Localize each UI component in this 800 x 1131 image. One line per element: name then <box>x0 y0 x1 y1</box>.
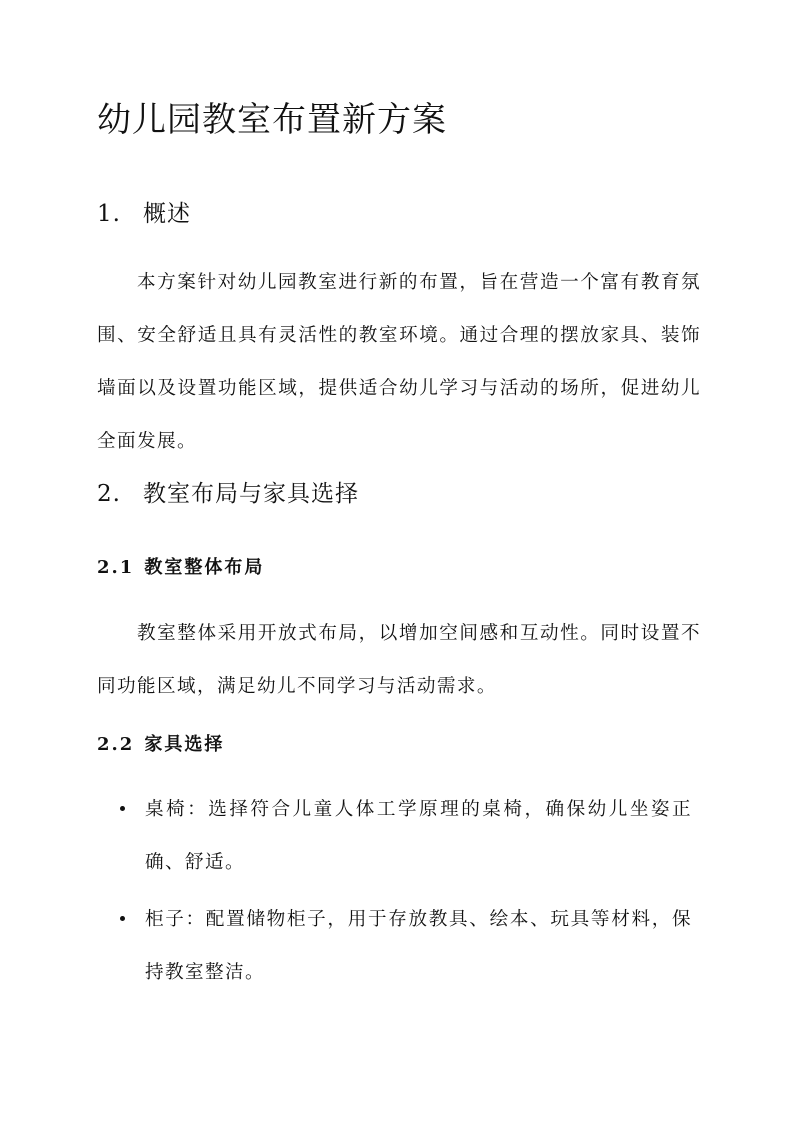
bullet-icon <box>120 916 125 921</box>
list-item <box>120 893 692 999</box>
list-item-text: 桌椅：选择符合儿童人体工学原理的桌椅，确保幼儿坐姿正确、舒适。 <box>145 799 692 873</box>
subsection-2-1-number: 2.1 <box>97 557 135 578</box>
subsection-2-1-heading <box>97 553 264 583</box>
bullet-icon <box>120 806 125 811</box>
list-item-text: 柜子：配置储物柜子，用于存放教具、绘本、玩具等材料，保持教室整洁。 <box>145 909 692 983</box>
list-item <box>120 783 692 889</box>
section-2-title: 教室布局与家具选择 <box>143 481 359 507</box>
section-1-paragraph: 本方案针对幼儿园教室进行新的布置，旨在营造一个富有教育氛围、安全舒适且具有灵活性的教室环境。通过合理的摆放家具、装饰墙面以及设置功能区域，提供适合幼儿学习与活动的场所，促进幼儿全面发展。 <box>97 272 701 452</box>
section-1-title: 概述 <box>143 201 191 227</box>
section-1-heading <box>97 196 191 232</box>
subsection-2-1-paragraph: 教室整体采用开放式布局，以增加空间感和互动性。同时设置不同功能区域，满足幼儿不同学习与活动需求。 <box>97 623 701 697</box>
subsection-2-2-heading <box>97 730 224 760</box>
subsection-2-2-number: 2.2 <box>97 734 135 755</box>
subsection-2-1-title: 教室整体布局 <box>144 557 265 578</box>
subsection-2-2-title: 家具选择 <box>144 734 225 755</box>
section-2-heading <box>97 476 359 512</box>
section-2-number: 2. <box>97 481 121 507</box>
section-1-number: 1. <box>97 201 121 227</box>
document-title: 幼儿园教室布置新方案 <box>97 100 447 140</box>
